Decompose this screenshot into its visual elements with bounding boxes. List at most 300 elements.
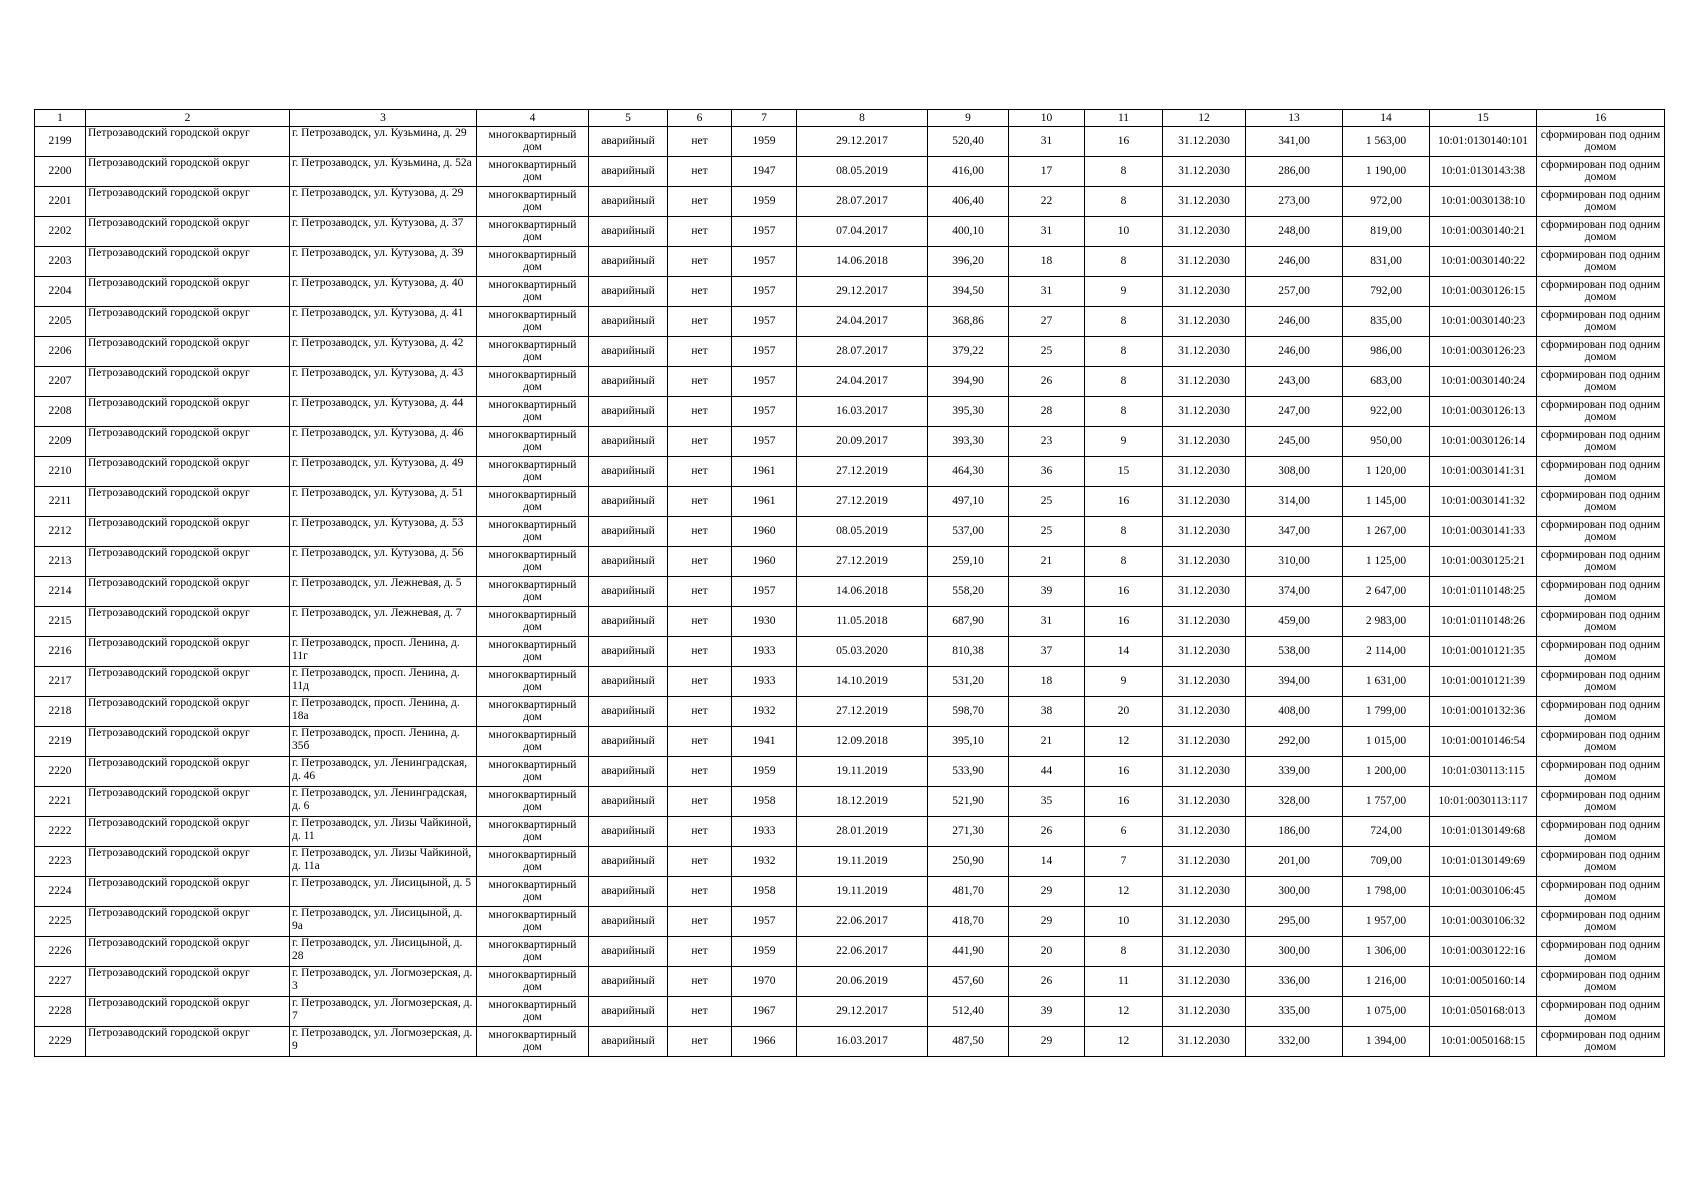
cell-municipality: Петрозаводский городской округ [86,787,290,817]
table-row [35,427,1665,457]
cell-building-status: аварийный [589,547,668,577]
cell-land-area: 709,00 [1343,847,1430,877]
cell-row-number: 2204 [35,277,86,307]
column-header-11: 11 [1085,110,1163,127]
cell-row-number: 2202 [35,217,86,247]
cell-recognition-date: 08.05.2019 [797,157,928,187]
cell-address: г. Петрозаводск, ул. Лисицыной, д. 28 [290,937,477,967]
cell-land-plot-status: сформирован под одним домом [1537,637,1665,667]
cell-row-number: 2220 [35,757,86,787]
cell-municipality: Петрозаводский городской округ [86,127,290,157]
table-row [35,637,1665,667]
cell-apartments-count: 8 [1085,157,1163,187]
cell-year-built: 1960 [732,517,797,547]
cell-flag: нет [668,187,732,217]
column-number-row [35,110,1665,127]
cell-row-number: 2211 [35,487,86,517]
cell-building-status: аварийный [589,157,668,187]
cell-area-value: 408,00 [1246,697,1343,727]
cell-land-plot-status: сформирован под одним домом [1537,457,1665,487]
cell-year-built: 1947 [732,157,797,187]
cell-planned-date: 31.12.2030 [1163,637,1246,667]
cell-planned-date: 31.12.2030 [1163,757,1246,787]
table-row [35,697,1665,727]
cell-residents-count: 21 [1009,547,1085,577]
cell-year-built: 1957 [732,307,797,337]
cell-residents-count: 31 [1009,127,1085,157]
cell-flag: нет [668,637,732,667]
cell-municipality: Петрозаводский городской округ [86,487,290,517]
cell-year-built: 1932 [732,847,797,877]
cell-area-value: 459,00 [1246,607,1343,637]
cell-apartments-count: 16 [1085,607,1163,637]
cell-area-value: 310,00 [1246,547,1343,577]
cell-land-area: 1 216,00 [1343,967,1430,997]
cell-municipality: Петрозаводский городской округ [86,697,290,727]
cell-row-number: 2199 [35,127,86,157]
cell-total-area: 512,40 [928,997,1009,1027]
cell-building-status: аварийный [589,727,668,757]
cell-building-status: аварийный [589,637,668,667]
table-row [35,907,1665,937]
cell-total-area: 497,10 [928,487,1009,517]
cell-row-number: 2218 [35,697,86,727]
cell-area-value: 347,00 [1246,517,1343,547]
cell-year-built: 1932 [732,697,797,727]
cell-cadastral-number: 10:01:0010132:36 [1430,697,1537,727]
cell-flag: нет [668,727,732,757]
cell-recognition-date: 05.03.2020 [797,637,928,667]
cell-land-plot-status: сформирован под одним домом [1537,877,1665,907]
cell-land-plot-status: сформирован под одним домом [1537,217,1665,247]
cell-cadastral-number: 10:01:0030106:32 [1430,907,1537,937]
housing-registry-table [34,109,1665,1057]
cell-municipality: Петрозаводский городской округ [86,397,290,427]
cell-building-status: аварийный [589,847,668,877]
column-header-2: 2 [86,110,290,127]
cell-total-area: 379,22 [928,337,1009,367]
cell-planned-date: 31.12.2030 [1163,847,1246,877]
cell-building-status: аварийный [589,277,668,307]
cell-land-area: 1 799,00 [1343,697,1430,727]
cell-flag: нет [668,1027,732,1057]
cell-land-area: 1 075,00 [1343,997,1430,1027]
cell-municipality: Петрозаводский городской округ [86,667,290,697]
cell-year-built: 1958 [732,877,797,907]
cell-address: г. Петрозаводск, ул. Кутузова, д. 37 [290,217,477,247]
cell-building-type: многоквартирный дом [477,517,589,547]
cell-area-value: 243,00 [1246,367,1343,397]
cell-area-value: 246,00 [1246,247,1343,277]
cell-cadastral-number: 10:01:0030140:24 [1430,367,1537,397]
cell-residents-count: 31 [1009,607,1085,637]
table-row [35,277,1665,307]
cell-residents-count: 39 [1009,997,1085,1027]
cell-residents-count: 20 [1009,937,1085,967]
cell-address: г. Петрозаводск, ул. Ленинградская, д. 46 [290,757,477,787]
cell-land-plot-status: сформирован под одним домом [1537,397,1665,427]
cell-municipality: Петрозаводский городской округ [86,217,290,247]
cell-total-area: 250,90 [928,847,1009,877]
cell-apartments-count: 20 [1085,697,1163,727]
cell-year-built: 1960 [732,547,797,577]
cell-area-value: 538,00 [1246,637,1343,667]
cell-row-number: 2210 [35,457,86,487]
cell-land-area: 1 015,00 [1343,727,1430,757]
cell-flag: нет [668,607,732,637]
cell-cadastral-number: 10:01:0030113:117 [1430,787,1537,817]
cell-land-plot-status: сформирован под одним домом [1537,577,1665,607]
cell-planned-date: 31.12.2030 [1163,337,1246,367]
cell-total-area: 394,50 [928,277,1009,307]
cell-year-built: 1957 [732,907,797,937]
cell-address: г. Петрозаводск, ул. Кутузова, д. 53 [290,517,477,547]
table-header [35,110,1665,127]
cell-recognition-date: 11.05.2018 [797,607,928,637]
cell-flag: нет [668,487,732,517]
cell-residents-count: 44 [1009,757,1085,787]
cell-municipality: Петрозаводский городской округ [86,457,290,487]
cell-apartments-count: 12 [1085,877,1163,907]
cell-residents-count: 18 [1009,247,1085,277]
cell-total-area: 533,90 [928,757,1009,787]
cell-flag: нет [668,397,732,427]
cell-cadastral-number: 10:01:0030126:23 [1430,337,1537,367]
cell-total-area: 521,90 [928,787,1009,817]
cell-apartments-count: 8 [1085,367,1163,397]
cell-address: г. Петрозаводск, ул. Кутузова, д. 39 [290,247,477,277]
table-row [35,487,1665,517]
column-header-9: 9 [928,110,1009,127]
cell-recognition-date: 08.05.2019 [797,517,928,547]
cell-apartments-count: 7 [1085,847,1163,877]
cell-address: г. Петрозаводск, ул. Лежневая, д. 7 [290,607,477,637]
cell-address: г. Петрозаводск, ул. Лизы Чайкиной, д. 11 [290,817,477,847]
cell-planned-date: 31.12.2030 [1163,547,1246,577]
cell-land-area: 1 957,00 [1343,907,1430,937]
table-row [35,577,1665,607]
cell-cadastral-number: 10:01:0030138:10 [1430,187,1537,217]
cell-row-number: 2222 [35,817,86,847]
cell-building-status: аварийный [589,1027,668,1057]
cell-cadastral-number: 10:01:0030141:31 [1430,457,1537,487]
cell-year-built: 1959 [732,937,797,967]
cell-address: г. Петрозаводск, ул. Логмозерская, д. 7 [290,997,477,1027]
cell-cadastral-number: 10:01:0130149:69 [1430,847,1537,877]
cell-address: г. Петрозаводск, ул. Лисицыной, д. 5 [290,877,477,907]
cell-cadastral-number: 10:01:0130149:68 [1430,817,1537,847]
cell-recognition-date: 16.03.2017 [797,397,928,427]
cell-address: г. Петрозаводск, просп. Ленина, д. 11д [290,667,477,697]
cell-area-value: 286,00 [1246,157,1343,187]
cell-residents-count: 23 [1009,427,1085,457]
cell-planned-date: 31.12.2030 [1163,367,1246,397]
cell-total-area: 441,90 [928,937,1009,967]
column-header-10: 10 [1009,110,1085,127]
cell-apartments-count: 12 [1085,727,1163,757]
cell-land-plot-status: сформирован под одним домом [1537,907,1665,937]
cell-area-value: 336,00 [1246,967,1343,997]
cell-residents-count: 31 [1009,217,1085,247]
cell-municipality: Петрозаводский городской округ [86,877,290,907]
cell-land-plot-status: сформирован под одним домом [1537,697,1665,727]
cell-cadastral-number: 10:01:0130143:38 [1430,157,1537,187]
table-row [35,817,1665,847]
cell-land-area: 986,00 [1343,337,1430,367]
table-row [35,967,1665,997]
cell-apartments-count: 6 [1085,817,1163,847]
cell-cadastral-number: 10:01:0030125:21 [1430,547,1537,577]
cell-building-type: многоквартирный дом [477,877,589,907]
cell-recognition-date: 12.09.2018 [797,727,928,757]
cell-recognition-date: 18.12.2019 [797,787,928,817]
cell-recognition-date: 22.06.2017 [797,937,928,967]
cell-land-plot-status: сформирован под одним домом [1537,667,1665,697]
cell-building-status: аварийный [589,697,668,727]
cell-area-value: 328,00 [1246,787,1343,817]
cell-land-plot-status: сформирован под одним домом [1537,817,1665,847]
cell-year-built: 1958 [732,787,797,817]
cell-residents-count: 27 [1009,307,1085,337]
cell-apartments-count: 11 [1085,967,1163,997]
cell-cadastral-number: 10:01:0030122:16 [1430,937,1537,967]
cell-building-status: аварийный [589,757,668,787]
cell-total-area: 558,20 [928,577,1009,607]
cell-total-area: 259,10 [928,547,1009,577]
cell-municipality: Петрозаводский городской округ [86,187,290,217]
cell-total-area: 368,86 [928,307,1009,337]
cell-row-number: 2217 [35,667,86,697]
cell-planned-date: 31.12.2030 [1163,937,1246,967]
cell-flag: нет [668,877,732,907]
cell-flag: нет [668,157,732,187]
cell-year-built: 1957 [732,577,797,607]
cell-address: г. Петрозаводск, просп. Ленина, д. 18а [290,697,477,727]
cell-land-area: 1 120,00 [1343,457,1430,487]
cell-residents-count: 37 [1009,637,1085,667]
cell-recognition-date: 27.12.2019 [797,487,928,517]
cell-land-plot-status: сформирован под одним домом [1537,367,1665,397]
cell-building-type: многоквартирный дом [477,127,589,157]
cell-flag: нет [668,817,732,847]
cell-land-plot-status: сформирован под одним домом [1537,547,1665,577]
cell-residents-count: 22 [1009,187,1085,217]
cell-residents-count: 38 [1009,697,1085,727]
cell-apartments-count: 8 [1085,307,1163,337]
cell-building-status: аварийный [589,877,668,907]
cell-building-status: аварийный [589,367,668,397]
cell-planned-date: 31.12.2030 [1163,247,1246,277]
cell-address: г. Петрозаводск, ул. Лизы Чайкиной, д. 11а [290,847,477,877]
cell-residents-count: 21 [1009,727,1085,757]
cell-cadastral-number: 10:01:0010121:39 [1430,667,1537,697]
cell-flag: нет [668,127,732,157]
cell-building-status: аварийный [589,937,668,967]
cell-area-value: 335,00 [1246,997,1343,1027]
table-row [35,457,1665,487]
cell-building-type: многоквартирный дом [477,577,589,607]
cell-building-type: многоквартирный дом [477,277,589,307]
cell-flag: нет [668,757,732,787]
cell-recognition-date: 20.09.2017 [797,427,928,457]
cell-residents-count: 29 [1009,1027,1085,1057]
cell-recognition-date: 27.12.2019 [797,547,928,577]
cell-cadastral-number: 10:01:0050168:15 [1430,1027,1537,1057]
column-header-5: 5 [589,110,668,127]
table-row [35,667,1665,697]
cell-apartments-count: 16 [1085,787,1163,817]
cell-municipality: Петрозаводский городской округ [86,907,290,937]
table-row [35,877,1665,907]
cell-land-plot-status: сформирован под одним домом [1537,727,1665,757]
cell-year-built: 1930 [732,607,797,637]
cell-recognition-date: 29.12.2017 [797,127,928,157]
cell-address: г. Петрозаводск, ул. Кутузова, д. 42 [290,337,477,367]
cell-row-number: 2225 [35,907,86,937]
cell-area-value: 201,00 [1246,847,1343,877]
cell-planned-date: 31.12.2030 [1163,427,1246,457]
cell-planned-date: 31.12.2030 [1163,127,1246,157]
table-row [35,517,1665,547]
cell-building-status: аварийный [589,457,668,487]
column-header-7: 7 [732,110,797,127]
table-row [35,607,1665,637]
cell-building-status: аварийный [589,397,668,427]
cell-address: г. Петрозаводск, ул. Кутузова, д. 43 [290,367,477,397]
cell-row-number: 2229 [35,1027,86,1057]
cell-apartments-count: 8 [1085,397,1163,427]
cell-building-type: многоквартирный дом [477,847,589,877]
cell-recognition-date: 29.12.2017 [797,997,928,1027]
cell-planned-date: 31.12.2030 [1163,1027,1246,1057]
cell-apartments-count: 8 [1085,247,1163,277]
cell-residents-count: 25 [1009,517,1085,547]
cell-land-area: 2 114,00 [1343,637,1430,667]
cell-planned-date: 31.12.2030 [1163,817,1246,847]
cell-apartments-count: 12 [1085,997,1163,1027]
cell-building-type: многоквартирный дом [477,997,589,1027]
cell-recognition-date: 24.04.2017 [797,307,928,337]
cell-municipality: Петрозаводский городской округ [86,847,290,877]
cell-flag: нет [668,367,732,397]
cell-area-value: 308,00 [1246,457,1343,487]
cell-row-number: 2219 [35,727,86,757]
cell-land-area: 2 647,00 [1343,577,1430,607]
cell-flag: нет [668,277,732,307]
cell-residents-count: 14 [1009,847,1085,877]
cell-land-area: 831,00 [1343,247,1430,277]
cell-municipality: Петрозаводский городской округ [86,577,290,607]
cell-apartments-count: 14 [1085,637,1163,667]
cell-row-number: 2213 [35,547,86,577]
cell-municipality: Петрозаводский городской округ [86,277,290,307]
cell-apartments-count: 10 [1085,217,1163,247]
cell-apartments-count: 12 [1085,1027,1163,1057]
cell-address: г. Петрозаводск, ул. Кутузова, д. 29 [290,187,477,217]
cell-flag: нет [668,967,732,997]
cell-recognition-date: 27.12.2019 [797,697,928,727]
cell-area-value: 295,00 [1246,907,1343,937]
cell-cadastral-number: 10:01:0030126:14 [1430,427,1537,457]
cell-flag: нет [668,337,732,367]
cell-flag: нет [668,907,732,937]
table-row [35,337,1665,367]
column-header-8: 8 [797,110,928,127]
cell-row-number: 2215 [35,607,86,637]
cell-residents-count: 31 [1009,277,1085,307]
cell-land-plot-status: сформирован под одним домом [1537,247,1665,277]
cell-building-status: аварийный [589,967,668,997]
cell-year-built: 1961 [732,457,797,487]
cell-residents-count: 26 [1009,817,1085,847]
cell-total-area: 416,00 [928,157,1009,187]
cell-area-value: 245,00 [1246,427,1343,457]
cell-building-status: аварийный [589,607,668,637]
column-header-16: 16 [1537,110,1665,127]
cell-recognition-date: 29.12.2017 [797,277,928,307]
cell-planned-date: 31.12.2030 [1163,667,1246,697]
cell-cadastral-number: 10:01:0110148:26 [1430,607,1537,637]
cell-land-area: 683,00 [1343,367,1430,397]
cell-apartments-count: 9 [1085,667,1163,697]
cell-land-plot-status: сформирован под одним домом [1537,757,1665,787]
cell-residents-count: 29 [1009,877,1085,907]
cell-apartments-count: 8 [1085,337,1163,367]
cell-total-area: 394,90 [928,367,1009,397]
cell-residents-count: 29 [1009,907,1085,937]
column-header-6: 6 [668,110,732,127]
cell-building-type: многоквартирный дом [477,157,589,187]
cell-total-area: 481,70 [928,877,1009,907]
cell-building-type: многоквартирный дом [477,547,589,577]
cell-land-plot-status: сформирован под одним домом [1537,337,1665,367]
cell-land-plot-status: сформирован под одним домом [1537,847,1665,877]
cell-building-status: аварийный [589,127,668,157]
cell-cadastral-number: 10:01:0030140:21 [1430,217,1537,247]
column-header-13: 13 [1246,110,1343,127]
cell-planned-date: 31.12.2030 [1163,727,1246,757]
cell-row-number: 2206 [35,337,86,367]
cell-cadastral-number: 10:01:030113:115 [1430,757,1537,787]
cell-flag: нет [668,247,732,277]
cell-apartments-count: 10 [1085,907,1163,937]
cell-total-area: 406,40 [928,187,1009,217]
cell-cadastral-number: 10:01:0010146:54 [1430,727,1537,757]
cell-address: г. Петрозаводск, ул. Ленинградская, д. 6 [290,787,477,817]
cell-cadastral-number: 10:01:0110148:25 [1430,577,1537,607]
cell-land-area: 950,00 [1343,427,1430,457]
column-header-1: 1 [35,110,86,127]
cell-planned-date: 31.12.2030 [1163,307,1246,337]
cell-planned-date: 31.12.2030 [1163,457,1246,487]
cell-year-built: 1933 [732,637,797,667]
cell-area-value: 246,00 [1246,337,1343,367]
cell-building-type: многоквартирный дом [477,307,589,337]
cell-row-number: 2203 [35,247,86,277]
cell-year-built: 1941 [732,727,797,757]
cell-building-type: многоквартирный дом [477,337,589,367]
cell-year-built: 1933 [732,817,797,847]
cell-row-number: 2200 [35,157,86,187]
table-row [35,187,1665,217]
cell-flag: нет [668,427,732,457]
cell-building-status: аварийный [589,517,668,547]
cell-land-area: 1 125,00 [1343,547,1430,577]
cell-address: г. Петрозаводск, ул. Кутузова, д. 41 [290,307,477,337]
table-row [35,307,1665,337]
cell-land-area: 724,00 [1343,817,1430,847]
cell-building-status: аварийный [589,307,668,337]
